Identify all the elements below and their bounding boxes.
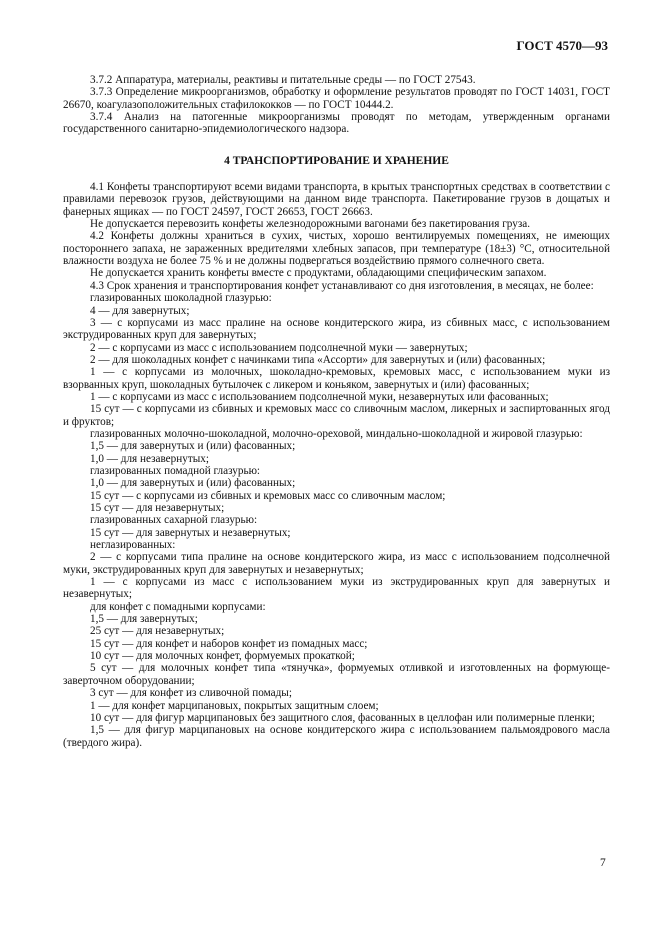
paragraph-3-7-3: 3.7.3 Определение микроорганизмов, обработку и оформление результатов проводят по ГОСТ 14031, ГОСТ 26670, коагулазоположительных стафилококков — по ГОСТ 10444.2. xyxy=(63,86,610,111)
paragraph-3-7-4: 3.7.4 Анализ на патогенные микроорганизмы проводят по методам, утвержденным органами государственного санитарно-эпидемиологического надзора. xyxy=(63,111,610,136)
list-item: 1,0 — для завернутых и (или) фасованных; xyxy=(90,477,296,490)
list-item: 15 сут — для конфет и наборов конфет из помадных масс; xyxy=(90,637,368,650)
page-number: 7 xyxy=(600,857,606,869)
list-item: 1,5 — для завернутых; xyxy=(90,613,198,626)
list-item: 1 — с корпусами из масс с использованием подсолнечной муки, незавернутых или фасованных; xyxy=(90,390,549,403)
list-heading: для конфет с помадными корпусами: xyxy=(90,600,266,613)
list-item: 10 сут — для молочных конфет, формуемых прокаткой; xyxy=(90,650,355,663)
list-item: 15 сут — для незавернутых; xyxy=(90,502,225,514)
list-item: 15 сут — с корпусами из сбивных и кремовых масс со сливочным маслом; xyxy=(90,489,446,502)
list-item: 1,5 — для завернутых и (или) фасованных; xyxy=(90,440,296,453)
paragraph-4-3: 4.3 Срок хранения и транспортирования конфет устанавливают со дня изготовления, в месяцах, не более: xyxy=(90,279,594,292)
paragraph-4-2: 4.2 Конфеты должны храниться в сухих, чистых, хорошо вентилируемых помещениях, не имеющих постороннего запаха, не зараженных вредителями хлебных запасов, при температуре (18±3) °С, относительной влажности воздуха не более 75 % и не должны подвергаться воздействию прямого солнечного света. xyxy=(63,230,610,268)
list-heading: глазированных сахарной глазурью: xyxy=(90,514,258,527)
list-item: 1,5 — для фигур марципановых на основе кондитерского жира с использованием пальмоядрового масла (твердого жира). xyxy=(63,724,610,749)
list-heading: неглазированных: xyxy=(90,539,176,552)
list-item: 10 сут — для фигур марципановых без защитного слоя, фасованных в целлофан или полимерные пленки; xyxy=(90,711,595,724)
list-item: 1,0 — для незавернутых; xyxy=(90,452,209,465)
paragraph: Не допускается хранить конфеты вместе с продуктами, обладающими специфическим запахом. xyxy=(90,267,547,280)
list-item: 2 — с корпусами из масс с использованием подсолнечной муки — завернутых; xyxy=(90,341,468,354)
list-item: 5 сут — для молочных конфет типа «тянучка», формуемых отливкой и изготовленных на формующе-заверточном оборудовании; xyxy=(63,662,610,687)
list-item: 3 сут — для конфет из сливочной помады; xyxy=(90,687,292,700)
list-heading: глазированных молочно-шоколадной, молочно-ореховой, миндально-шоколадной и жировой глазурью: xyxy=(90,427,583,440)
list-item: 15 сут — с корпусами из сбивных и кремовых масс со сливочным маслом, ликерных и заспиртованных ягод и фруктов; xyxy=(63,403,610,428)
list-item: 4 — для завернутых; xyxy=(90,304,190,317)
list-item: 1 — с корпусами из молочных, шоколадно-кремовых, кремовых масс, с использованием муки из взорванных круп, шоколадных бутылочек с ликером и коньяком, завернутых и (или) фасованных; xyxy=(63,366,610,391)
paragraph: Не допускается перевозить конфеты железнодорожными вагонами без пакетирования груза. xyxy=(90,218,531,231)
paragraph-4-1: 4.1 Конфеты транспортируют всеми видами транспорта, в крытых транспортных средствах в соответствии с правилами перевозок грузов, действующими на данном виде транспорта. Пакетирование грузов в дощатых и фанерных ящиках — по ГОСТ 24597, ГОСТ 26653, ГОСТ 26663. xyxy=(63,181,610,218)
section-title: 4 ТРАНСПОРТИРОВАНИЕ И ХРАНЕНИЕ xyxy=(224,154,449,167)
list-heading: глазированных шоколадной глазурью: xyxy=(90,292,272,305)
page-content xyxy=(63,74,610,749)
list-item: 25 сут — для незавернутых; xyxy=(90,625,225,638)
list-item: 1 — для конфет марципановых, покрытых защитным слоем; xyxy=(90,699,379,712)
list-item: 2 — для шоколадных конфет с начинками типа «Ассорти» для завернутых и (или) фасованных; xyxy=(90,353,546,366)
paragraph-3-7-2: 3.7.2 Аппаратура, материалы, реактивы и питательные среды — по ГОСТ 27543. xyxy=(90,74,476,86)
list-item: 2 — с корпусами типа пралине на основе кондитерского жира, из масс с использованием подсолнечной муки, экструдированных круп для завернутых и незавернутых; xyxy=(63,551,610,576)
list-item: 3 — с корпусами из масс пралине на основе кондитерского жира, из сбивных масс, с использованием экструдированных круп для завернутых; xyxy=(63,316,610,342)
list-item: 1 — с корпусами из масс с использованием муки из экструдированных круп для завернутых и незавернутых; xyxy=(63,576,610,601)
list-item: 15 сут — для завернутых и незавернутых; xyxy=(90,526,291,539)
document-header: ГОСТ 4570—93 xyxy=(516,38,608,53)
list-heading: глазированных помадной глазурью: xyxy=(90,464,261,477)
